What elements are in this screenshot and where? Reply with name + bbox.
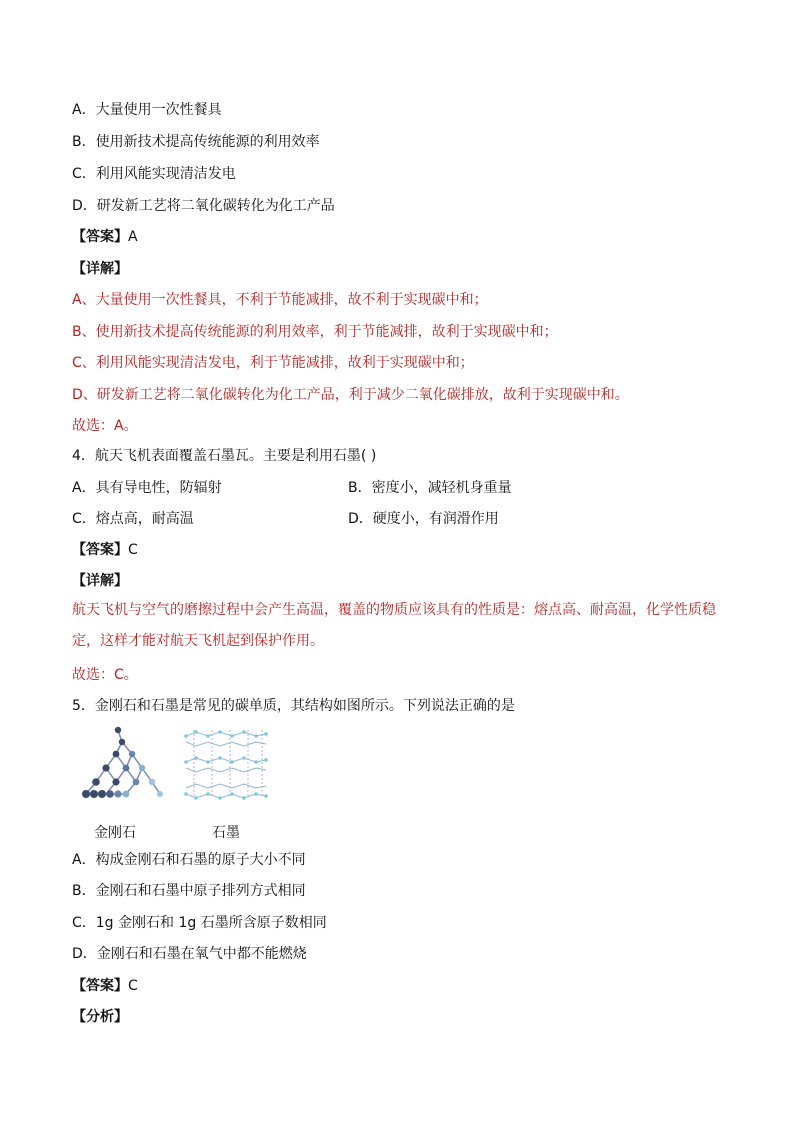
q3-option-d: D．研发新工艺将二氧化碳转化为化工产品 (72, 198, 335, 214)
q3-detail-line-b: B、使用新技术提高传统能源的利用效率，利于节能减排，故利于实现碳中和； (72, 324, 558, 340)
q4-option-b: B．密度小，减轻机身重量 (348, 480, 512, 496)
graphite-caption: 石墨 (212, 825, 240, 841)
answer-label: 【答案】 (72, 542, 128, 558)
answer-label: 【答案】 (72, 229, 128, 245)
q3-conclusion: 故选：A。 (72, 418, 138, 434)
q4-detail-text: 航天飞机与空气的磨擦过程中会产生高温，覆盖的物质应该具有的性质是：熔点高、耐高温，化学性质稳定，这样才能对航天飞机起到保护作用。 (72, 602, 716, 649)
q4-conclusion: 故选：C。 (72, 667, 138, 683)
q3-option-a: A．大量使用一次性餐具 (72, 102, 222, 118)
q4-option-c: C．熔点高，耐高温 (72, 511, 194, 527)
diamond-caption: 金刚石 (94, 825, 136, 841)
q4-answer (72, 540, 138, 560)
q3-option-b: B．使用新技术提高传统能源的利用效率 (72, 134, 320, 150)
q5-analysis-label: 【分析】 (72, 1009, 128, 1025)
q3-detail-label: 【详解】 (72, 261, 128, 277)
q4-option-a: A．具有导电性，防辐射 (72, 480, 222, 496)
q5-option-a: A．构成金刚石和石墨的原子大小不同 (72, 852, 306, 868)
diamond-structure-figure (76, 718, 166, 808)
q3-detail-line-d: D、研发新工艺将二氧化碳转化为化工产品，利于减少二氧化碳排放，故利于实现碳中和。 (72, 387, 629, 403)
answer-value: C (128, 542, 138, 558)
q5-option-b: B．金刚石和石墨中原子排列方式相同 (72, 883, 306, 899)
q3-option-c: C．利用风能实现清洁发电 (72, 166, 236, 182)
q3-detail-line-a: A、大量使用一次性餐具，不利于节能减排，故不利于实现碳中和； (72, 292, 488, 308)
q5-stem: 5．金刚石和石墨是常见的碳单质，其结构如图所示。下列说法正确的是 (72, 698, 515, 714)
answer-value: C (128, 978, 138, 994)
answer-label: 【答案】 (72, 978, 128, 994)
graphite-structure-figure (182, 726, 268, 804)
q3-answer (72, 227, 138, 247)
q5-option-c: C．1g 金刚石和 1g 石墨所含原子数相同 (72, 915, 327, 931)
q4-detail-label: 【详解】 (72, 573, 128, 589)
q5-option-d: D．金刚石和石墨在氧气中都不能燃烧 (72, 946, 307, 962)
q4-stem: 4．航天飞机表面覆盖石墨瓦。主要是利用石墨( ) (72, 448, 377, 464)
q4-option-d: D．硬度小，有润滑作用 (348, 511, 499, 527)
q5-answer (72, 976, 138, 996)
answer-value: A (128, 229, 138, 245)
q3-detail-line-c: C、利用风能实现清洁发电，利于节能减排，故利于实现碳中和； (72, 355, 474, 371)
